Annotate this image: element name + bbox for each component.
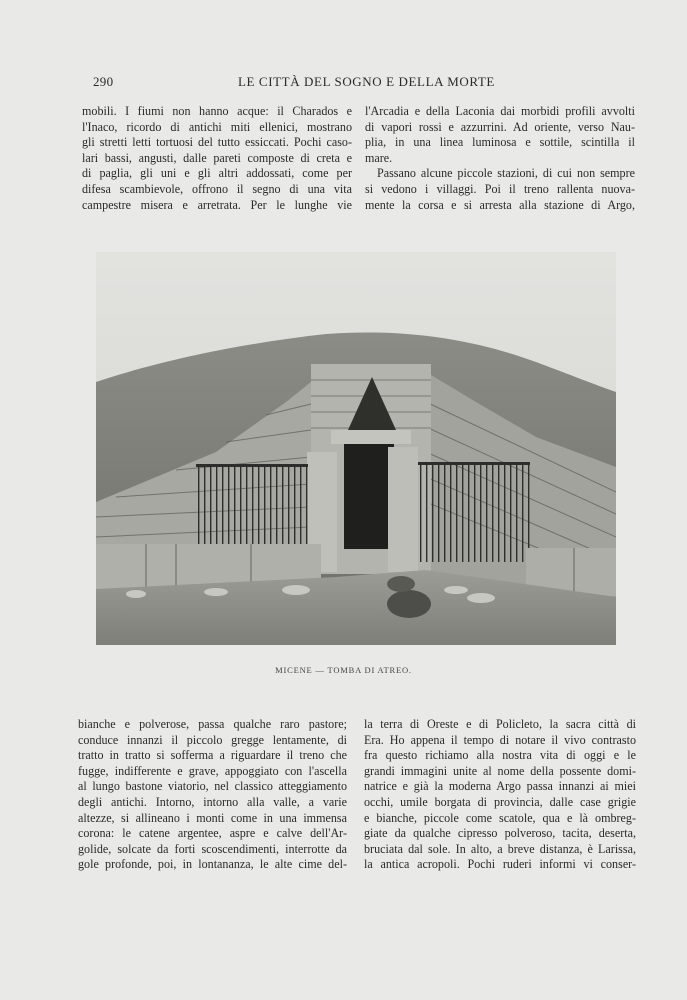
text-line: gole profonde, poi, in lontananza, le alte cime del- bbox=[78, 857, 347, 872]
text-line: plia, in una linea luminosa e sottile, scintilla il bbox=[365, 135, 635, 150]
figure-caption: MICENE — TOMBA DI ATREO. bbox=[275, 665, 412, 675]
text-line: bruciata dal sole. In alto, a breve distanza, è Larissa, bbox=[364, 841, 636, 856]
text-line: bianche e polverose, passa qualche raro pastore; bbox=[78, 717, 347, 731]
text-line: gli stretti letti tortuosi del tutto essiccati. Pochi caso- bbox=[82, 135, 352, 150]
text-line: giate da qualche cipresso polveroso, tacita, deserta, bbox=[364, 826, 636, 841]
text-line: di paglia, gli uni e gli altri addossati, come per bbox=[82, 166, 352, 181]
text-line: Passano alcune piccole stazioni, di cui non sempre bbox=[377, 166, 635, 181]
text-line: mare. bbox=[365, 150, 393, 165]
text-line: grandi immagini unite al nome della possente domi- bbox=[364, 763, 636, 778]
text-line: si vedono i villaggi. Poi il treno rallenta nuova- bbox=[365, 181, 635, 196]
text-line: corona: le catene argentee, aspre e calve dell'Ar- bbox=[78, 826, 347, 841]
text-line: Era. Ho appena il tempo di notare il vivo contrasto bbox=[364, 732, 636, 747]
text-line: campestre misera e arretrata. Per le lunghe vie bbox=[82, 197, 352, 212]
text-line: conduce innanzi il piccolo gregge lentamente, di bbox=[78, 732, 347, 747]
photograph-tomb-of-atreus bbox=[96, 252, 616, 645]
text-line: la antica acropoli. Pochi ruderi informi vi conser- bbox=[364, 857, 636, 872]
page-header bbox=[93, 74, 635, 92]
text-line: mobili. I fiumi non hanno acque: il Charados e bbox=[82, 104, 352, 118]
text-line: la terra di Oreste e di Policleto, la sacra città di bbox=[364, 717, 636, 731]
text-line: fugge, indifferente e grave, appoggiato con l'ascella bbox=[78, 763, 347, 778]
running-title: LE CITTÀ DEL SOGNO E DELLA MORTE bbox=[238, 74, 495, 89]
text-line: mente la corsa e si arresta alla stazione di Argo, bbox=[365, 197, 635, 212]
text-line: l'Inaco, ricordo di antichi miti ellenici, mostrano bbox=[82, 119, 352, 134]
top-left-column bbox=[82, 104, 352, 213]
bottom-right-column bbox=[364, 717, 636, 873]
text-line: tratto in tratto si sofferma a riguardare il treno che bbox=[78, 748, 347, 763]
page-number: 290 bbox=[93, 74, 114, 89]
text-line: al lungo bastone viatorio, nel classico atteggiamento bbox=[78, 779, 347, 794]
text-line: occhi, umile borgata di provincia, dalle case grigie bbox=[364, 794, 636, 809]
text-line: di vapori rossi e azzurrini. Ad oriente, verso Nau- bbox=[365, 119, 635, 134]
text-line: altezze, si allineano i monti come in una immensa bbox=[78, 810, 347, 825]
bottom-left-column bbox=[78, 717, 347, 873]
text-line: fra questo richiamo alla nostra vita di oggi e le bbox=[364, 748, 636, 763]
text-line: natrice e già la moderna Argo passa innanzi ai miei bbox=[364, 779, 636, 794]
text-line: degli antichi. Intorno, intorno alla valle, a varie bbox=[78, 794, 347, 809]
top-right-column bbox=[365, 104, 635, 213]
text-line: golide, solcate da forti scoscendimenti, interrotte da bbox=[78, 841, 347, 856]
text-line: e bianche, piccole come scatole, qua e là ombreg- bbox=[364, 810, 636, 825]
text-line: difesa scambievole, offrono il segno di una vita bbox=[82, 181, 352, 196]
text-line: lari bassi, angusti, dalle pareti composte di creta e bbox=[82, 150, 352, 165]
text-line: l'Arcadia e della Laconia dai morbidi profili avvolti bbox=[365, 104, 635, 118]
